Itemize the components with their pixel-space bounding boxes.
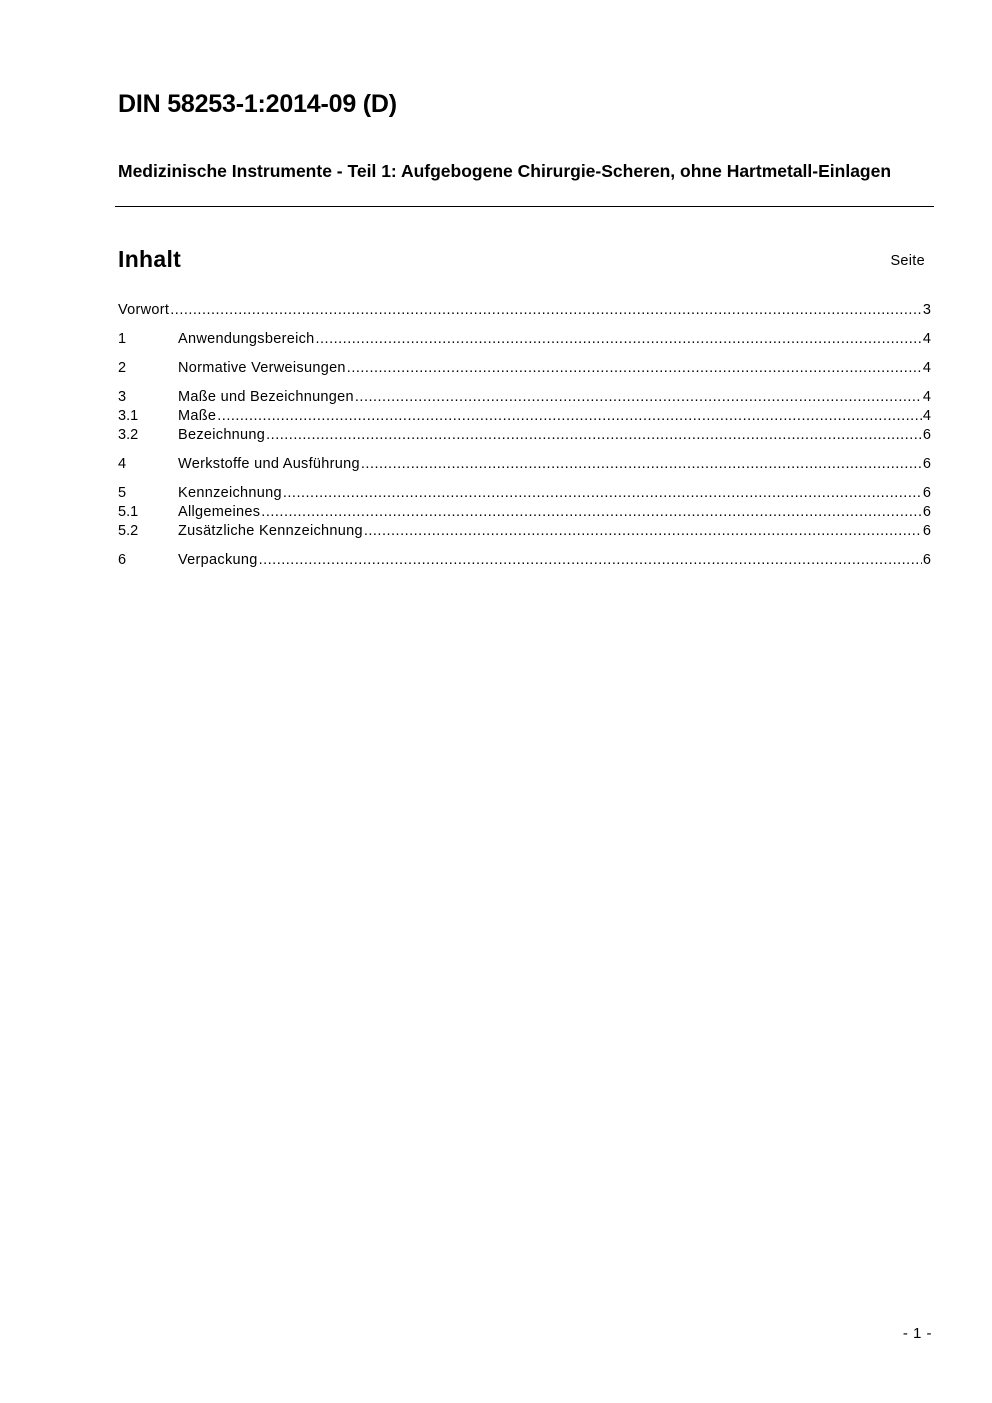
toc-entry-label: Verpackung bbox=[178, 552, 258, 568]
toc-entry-number: 1 bbox=[118, 331, 127, 347]
toc-leader-dots bbox=[261, 503, 922, 522]
toc-entry-label: Maße bbox=[178, 408, 217, 424]
toc-entry-label: Kennzeichnung bbox=[178, 485, 282, 501]
toc-entry-page: 4 bbox=[922, 331, 931, 347]
toc-entry-5-1[interactable] bbox=[118, 503, 931, 522]
title-divider bbox=[115, 206, 934, 207]
toc-entry-1[interactable] bbox=[118, 330, 931, 349]
page-number: - 1 - bbox=[902, 1325, 932, 1342]
toc-entry-number: 3.1 bbox=[118, 408, 139, 424]
toc-entry-number: 5.1 bbox=[118, 504, 139, 520]
toc-entry-page: 4 bbox=[922, 408, 931, 424]
toc-entry-page: 3 bbox=[922, 302, 931, 318]
toc-entry-label: Bezeichnung bbox=[178, 427, 266, 443]
toc-entry-6[interactable] bbox=[118, 551, 931, 570]
toc-entry-number: 5 bbox=[118, 485, 127, 501]
toc-entry-number: 4 bbox=[118, 456, 127, 472]
toc-leader-dots bbox=[361, 455, 922, 474]
toc-entry-page: 6 bbox=[922, 504, 931, 520]
table-of-contents bbox=[118, 301, 931, 570]
toc-heading: Inhalt bbox=[118, 246, 182, 272]
toc-entry-2[interactable] bbox=[118, 359, 931, 378]
toc-entry-page: 6 bbox=[922, 523, 931, 539]
toc-entry-label: Zusätzliche Kennzeichnung bbox=[178, 523, 363, 539]
toc-entry-label: Anwendungsbereich bbox=[178, 331, 315, 347]
toc-entry-page: 6 bbox=[922, 552, 931, 568]
toc-entry-5-2[interactable] bbox=[118, 522, 931, 541]
toc-entry-number: 3 bbox=[118, 389, 127, 405]
document-subtitle: Medizinische Instrumente - Teil 1: Aufgebogene Chirurgie-Scheren, ohne Hartmetall-Einlagen bbox=[118, 161, 892, 181]
toc-leader-dots bbox=[217, 407, 922, 426]
toc-leader-dots bbox=[170, 301, 922, 320]
toc-entry-page: 6 bbox=[922, 485, 931, 501]
toc-leader-dots bbox=[355, 388, 922, 407]
toc-entry-4[interactable] bbox=[118, 455, 931, 474]
toc-entry-3-2[interactable] bbox=[118, 426, 931, 445]
toc-entry-5[interactable] bbox=[118, 484, 931, 503]
toc-entry-vorwort[interactable] bbox=[118, 301, 931, 320]
toc-entry-3-1[interactable] bbox=[118, 407, 931, 426]
toc-entry-number: 3.2 bbox=[118, 427, 139, 443]
toc-entry-label: Normative Verweisungen bbox=[178, 360, 346, 376]
toc-entry-label: Maße und Bezeichnungen bbox=[178, 389, 354, 405]
toc-page-column-label: Seite bbox=[890, 253, 925, 269]
toc-entry-label: Werkstoffe und Ausführung bbox=[178, 456, 360, 472]
toc-entry-page: 4 bbox=[922, 389, 931, 405]
toc-leader-dots bbox=[266, 426, 922, 445]
toc-entry-number: 5.2 bbox=[118, 523, 139, 539]
toc-leader-dots bbox=[283, 484, 922, 503]
toc-entry-page: 4 bbox=[922, 360, 931, 376]
toc-leader-dots bbox=[316, 330, 922, 349]
toc-entry-page: 6 bbox=[922, 456, 931, 472]
toc-entry-label: Vorwort bbox=[118, 302, 170, 318]
toc-entry-3[interactable] bbox=[118, 388, 931, 407]
toc-leader-dots bbox=[259, 551, 922, 570]
toc-entry-page: 6 bbox=[922, 427, 931, 443]
toc-leader-dots bbox=[364, 522, 922, 541]
toc-entry-number: 2 bbox=[118, 360, 127, 376]
toc-leader-dots bbox=[347, 359, 922, 378]
document-title: DIN 58253-1:2014-09 (D) bbox=[118, 90, 397, 118]
toc-entry-number: 6 bbox=[118, 552, 127, 568]
toc-entry-label: Allgemeines bbox=[178, 504, 261, 520]
